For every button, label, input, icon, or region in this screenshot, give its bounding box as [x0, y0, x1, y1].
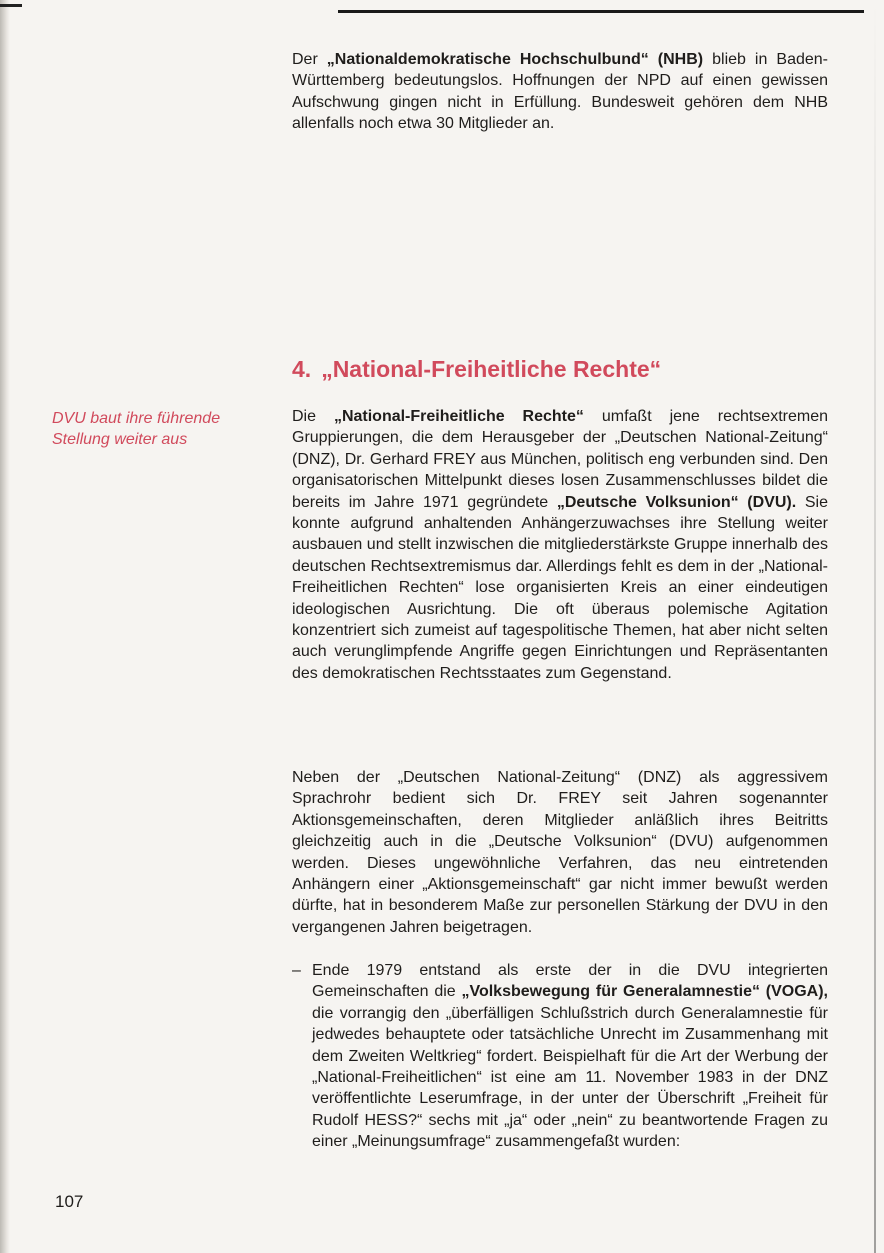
bullet-text: [312, 960, 828, 1153]
body1-text-2: umfaßt jene rechtsextremen Gruppierungen, die dem Herausgeber der „Deutschen National-Zeitung“ (DNZ), Dr. Gerhard FREY aus München, politisch eng verbunden sind. Den organisatorischen Mittelpunkt dieses losen Zusammenschlusses bildet die bereits im Jahre 1971 gegründete: [292, 408, 829, 511]
section-title: „National-Freiheitliche Rechte“: [321, 356, 662, 382]
bullet-text-2: die vorrangig den „überfälligen Schlußstrich durch Generalamnestie für jedwedes behauptete oder tatsächliche Unrecht im Zusammenhang mit dem Zweiten Weltkrieg“ fordert. Beispielhaft für die Art der Werbung der „National-Freiheitlichen“ ist eine am 11. November 1983 in der DNZ veröffentlichte Leserumfrage, in der unter der Überschrift „Freiheit für Rudolf HESS?“ sechs mit „ja“ oder „nein“ zu beantwortende Fragen zu einer „Meinungsumfrage“ zusammengefaßt wurden:: [312, 1004, 828, 1151]
page-number: 107: [55, 1192, 84, 1211]
page-edge-shadow: [874, 0, 876, 1253]
intro-text-1: Der: [292, 51, 327, 68]
bullet-dash: –: [292, 962, 301, 979]
body-paragraph-1: [292, 406, 828, 684]
bullet-item-voga: [292, 960, 828, 1153]
body1-text-3: Sie konnte aufgrund anhaltenden Anhängerzuwachses ihre Stellung weiter ausbauen und stellt inzwischen die mitgliederstärkste Gruppe innerhalb des deutschen Rechtsextremismus dar. Allerdings fehlt es dem in der „National-Freiheitlichen Rechten“ lose organisierten Kreis an einer eindeutigen ideologischen Ausrichtung. Die oft überaus polemische Agitation konzentriert sich zumeist auf tagespolitische Themen, hat aber nicht selten auch verunglimpfende Angriffe gegen Einrichtungen und Repräsentanten des demokratischen Rechtsstaates zum Gegenstand.: [292, 493, 828, 682]
top-rule: [338, 10, 864, 13]
bullet-bold-voga: „Volksbewegung für Generalamnestie“ (VOGA),: [461, 983, 828, 1001]
bullet-text-1: Ende 1979 entstand als erste der in die DVU integrierten Gemeinschaften die: [312, 962, 828, 1001]
intro-text-2: blieb in Baden-Württemberg bedeutungslos. Hoffnungen der NPD auf einen gewissen Aufschwung gingen nicht in Erfüllung. Bundesweit gehören dem NHB allenfalls noch etwa 30 Mitglieder an.: [292, 51, 828, 133]
section-number: 4.: [292, 356, 312, 382]
body1-bold-nfr: „National-Freiheitliche Rechte“: [333, 408, 584, 425]
body1-bold-dvu: „Deutsche Volksunion“ (DVU).: [556, 493, 797, 511]
intro-bold-nhb: „Nationaldemokratische Hochschulbund“ (NHB): [326, 51, 704, 68]
body1-text-1: Die: [292, 408, 334, 425]
body-paragraph-2: Neben der „Deutschen National-Zeitung“ (DNZ) als aggressivem Sprachrohr bedient sich Dr. FREY seit Jahren sogenannter Aktionsgemeinschaften, deren Mitglieder anläßlich ihres Beitritts gleichzeitig auch in die „Deutsche Volksunion“ (DVU) aufgenommen werden. Dieses ungewöhnliche Verfahren, das neu eintretenden Anhängern einer „Aktionsgemeinschaft“ gar nicht immer bewußt werden dürfte, hat in besonderem Maße zur personellen Stärkung der DVU in den vergangenen Jahren beigetragen.: [292, 769, 828, 936]
section-heading: [292, 356, 661, 383]
margin-note: DVU baut ihre führende Stellung weiter aus: [52, 410, 221, 449]
binding-corner-mark: [0, 4, 22, 17]
binding-shadow: [0, 0, 10, 1253]
intro-paragraph: [292, 49, 828, 135]
